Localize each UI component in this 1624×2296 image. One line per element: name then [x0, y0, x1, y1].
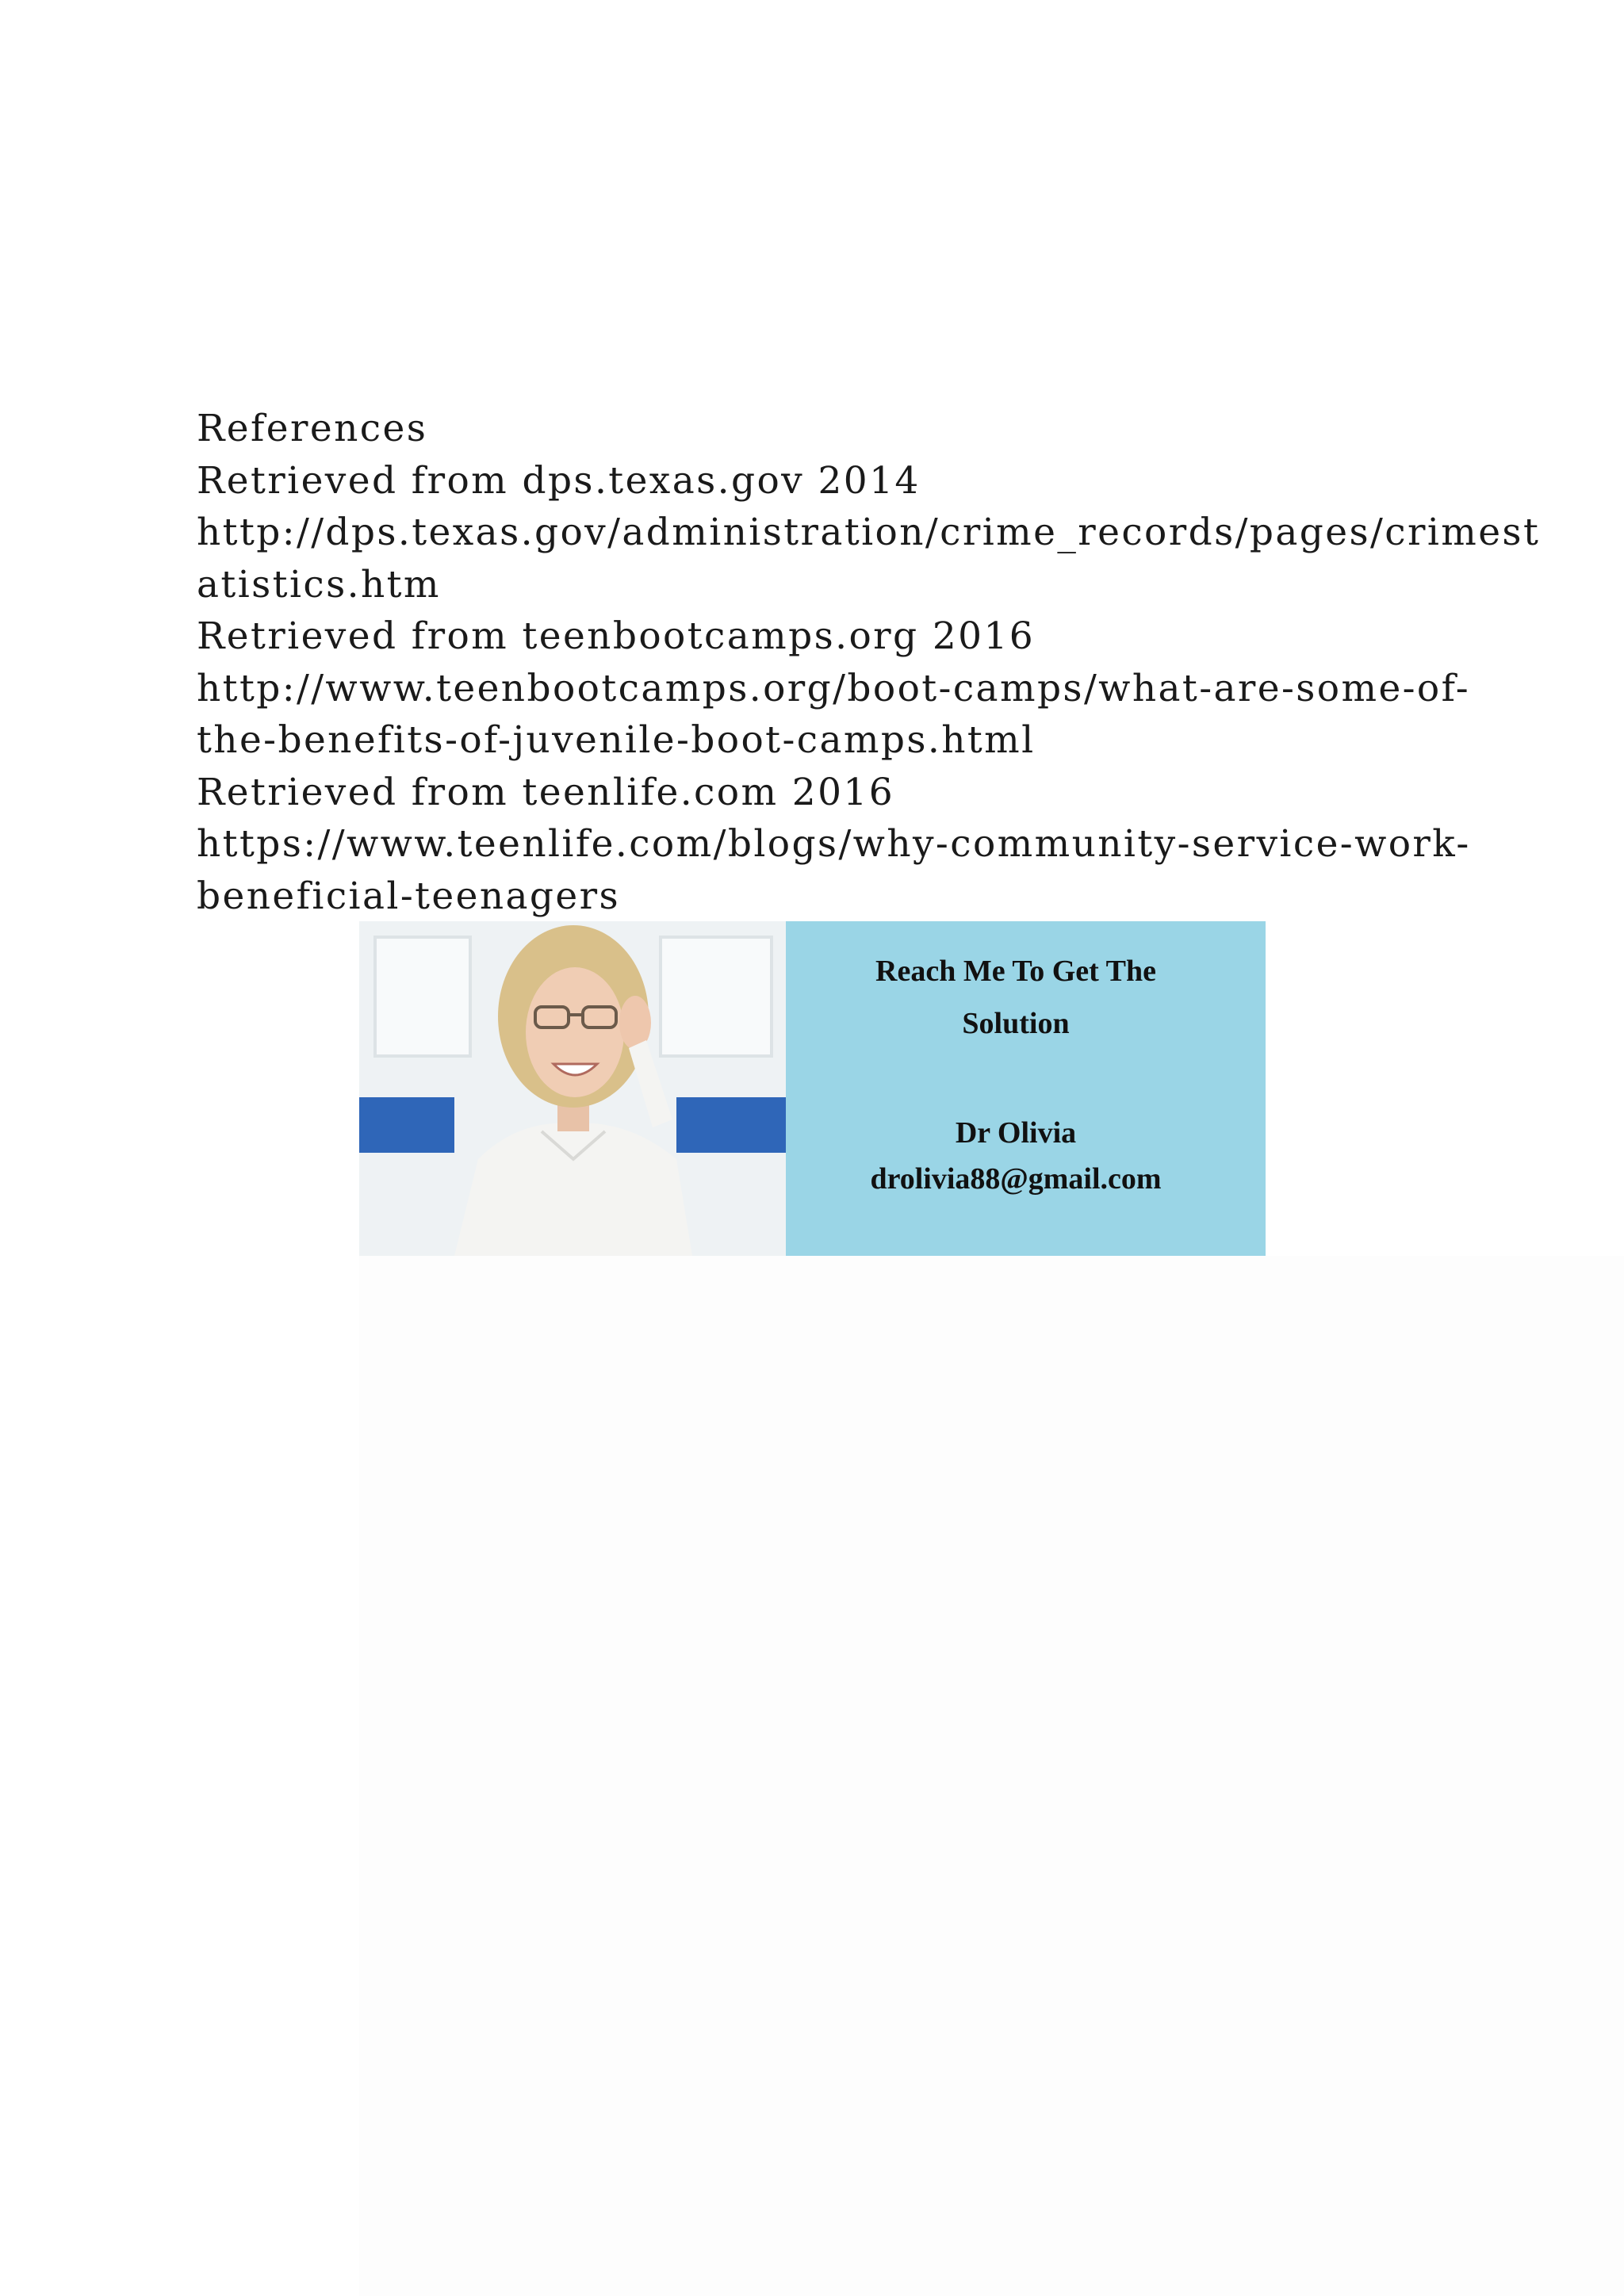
reference-url[interactable]: https://www.teenlife.com/blogs/why-community-service-work-: [197, 822, 1471, 866]
reference-url[interactable]: http://www.teenbootcamps.org/boot-camps/what-are-some-of-: [197, 666, 1471, 710]
contact-email[interactable]: drolivia88@gmail.com: [870, 1162, 1162, 1196]
reference-url-continued[interactable]: the-benefits-of-juvenile-boot-camps.html: [197, 718, 1036, 762]
headline-line: Reach Me To Get The: [875, 955, 1156, 988]
headline-line: Solution: [962, 1007, 1070, 1040]
reference-url-continued[interactable]: beneficial-teenagers: [197, 874, 620, 918]
reference-line: Retrieved from dps.texas.gov 2014: [197, 458, 921, 503]
portrait-illustration: [359, 921, 786, 1256]
reference-line: Retrieved from teenbootcamps.org 2016: [197, 614, 1036, 658]
reference-url[interactable]: http://dps.texas.gov/administration/crime_records/pages/crimest: [197, 511, 1541, 554]
references-heading: References: [197, 407, 428, 450]
portrait-photo: [359, 921, 786, 1256]
contact-banner: [359, 921, 1266, 1256]
contact-name: Dr Olivia: [955, 1116, 1077, 1150]
contact-info-panel: [786, 921, 1266, 1256]
reference-line: Retrieved from teenlife.com 2016: [197, 770, 894, 814]
references-section: [197, 403, 1541, 922]
banner-headline: [818, 945, 1214, 1050]
reference-url-continued[interactable]: atistics.htm: [197, 562, 441, 607]
page-background-shade: [359, 1256, 1624, 2296]
